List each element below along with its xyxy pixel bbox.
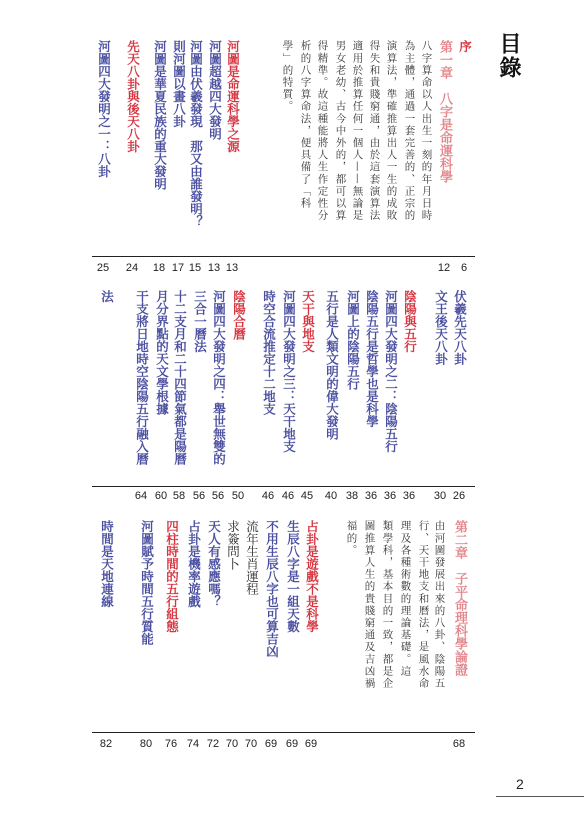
toc-entry-page-number: 36 <box>383 490 397 502</box>
toc-entry-page-number: 69 <box>264 738 278 750</box>
chapter-summary-line: 類學科，基本目的一致，都是企 <box>381 520 394 690</box>
toc-entry-title[interactable]: 則河圖以畫八卦 <box>171 40 187 128</box>
toc-entry-page-number: 74 <box>186 738 200 750</box>
toc-entry-title[interactable]: 流年生肖運程 <box>244 520 260 595</box>
toc-entry-title[interactable]: 三合一曆法 <box>192 290 208 353</box>
toc-entry-title[interactable]: 四柱時間的五行組態 <box>164 520 180 633</box>
toc-entry-page-number: 82 <box>99 738 113 750</box>
toc-entry-page-number: 80 <box>139 738 153 750</box>
toc-entry-title[interactable]: 河圖賦予時間五行質能 <box>139 520 155 645</box>
toc-entry-title[interactable]: 陰陽合曆 <box>231 290 247 340</box>
chapter-summary-line: 學」的特質。 <box>281 40 294 113</box>
toc-entry-title[interactable]: 時間是天地連線 <box>99 520 115 608</box>
chapter-summary-line: 福的。 <box>345 520 358 557</box>
toc-entry-page-number: 12 <box>437 262 451 274</box>
toc-entry-title[interactable]: 天人有感應嗎？ <box>206 520 222 608</box>
chapter-summary-line: 圖推算人生的貴賤窮通及吉凶禍 <box>363 520 376 690</box>
chapter-summary-line: 演算法，準確推算出人一生的成敗 <box>385 40 398 222</box>
toc-entry-page-number: 17 <box>171 262 185 274</box>
toc-entry-page-number: 46 <box>281 490 295 502</box>
chapter-summary-line: 得精準。故這種能將人生作定性分 <box>316 40 329 222</box>
toc-entry-title[interactable]: 月分界點的天文學根據 <box>154 290 170 415</box>
toc-entry-page-number: 60 <box>154 490 168 502</box>
toc-entry-title[interactable]: 河圖四大發明之四：舉世無雙的 <box>211 290 227 465</box>
toc-entry-page-number: 56 <box>211 490 225 502</box>
toc-entry-page-number: 76 <box>164 738 178 750</box>
toc-entry-title[interactable]: 不用生辰八字也可算吉凶 <box>264 520 280 658</box>
chapter-summary-line: 男女老幼、古今中外的，都可以算 <box>334 40 347 222</box>
toc-entry-title[interactable]: 先天八卦與後天八卦 <box>125 40 141 153</box>
toc-entry-title[interactable]: 河圖四大發明之三：天干地支 <box>281 290 297 453</box>
page-number-rule <box>496 796 584 797</box>
toc-entry-page-number: 36 <box>402 490 416 502</box>
toc-entry-page-number: 50 <box>231 490 245 502</box>
toc-entry-title[interactable]: 干支將日地時空陰陽五行融入曆 <box>134 290 150 465</box>
section-divider-rule <box>92 732 475 733</box>
chapter-summary-line: 適用於推算任何一個人——無論是 <box>351 40 364 222</box>
toc-entry-page-number: 36 <box>364 490 378 502</box>
toc-entry-page-number: 15 <box>188 262 202 274</box>
toc-entry-page-number: 40 <box>324 490 338 502</box>
chapter-summary-line: 析的八字算命法，便具備了「科 <box>299 40 312 210</box>
toc-entry-title[interactable]: 河圖由伏羲發現 那又由誰發明？ <box>188 40 204 228</box>
toc-entry-title[interactable]: 河圖是華夏民族的重大發明 <box>152 40 168 190</box>
toc-entry-page-number: 6 <box>460 262 468 274</box>
toc-entry-title[interactable]: 天干與地支 <box>300 290 316 353</box>
section-divider-rule <box>92 486 475 487</box>
toc-entry-page-number: 18 <box>152 262 166 274</box>
chapter-summary-line: 為主體，通過一套完善的、正宗的 <box>403 40 416 222</box>
toc-entry-page-number: 38 <box>345 490 359 502</box>
toc-entry-page-number: 30 <box>433 490 447 502</box>
toc-entry-page-number: 13 <box>225 262 239 274</box>
chapter-summary-line: 八字算命以人出生一刻的年月日時 <box>420 40 433 222</box>
toc-entry-page-number: 24 <box>125 262 139 274</box>
toc-entry-title[interactable]: 伏羲先天八卦 <box>452 290 468 365</box>
page-number: 2 <box>516 776 524 792</box>
chapter-summary-line: 理及各種術數的理論基礎。這 <box>399 520 412 678</box>
chapter-summary-line: 由河圖發展出來的八卦、陰陽五 <box>433 520 446 690</box>
chapter-summary-line: 得失和貴賤窮通，由於這套演算法 <box>368 40 381 222</box>
toc-entry-page-number: 72 <box>206 738 220 750</box>
toc-entry-page-number: 45 <box>300 490 314 502</box>
toc-entry-title[interactable]: 五行是人類文明的偉大發明 <box>324 290 340 440</box>
toc-entry-title[interactable]: 十二支月和二十四節氣都是陽曆 <box>172 290 188 465</box>
toc-entry-title[interactable]: 求簽問卜 <box>225 520 241 570</box>
toc-entry-title[interactable]: 生辰八字是一組天數 <box>285 520 301 633</box>
toc-entry-page-number: 69 <box>304 738 318 750</box>
toc-entry-page-number: 68 <box>452 738 466 750</box>
toc-entry-title[interactable]: 河圖四大發明之二：陰陽五行 <box>383 290 399 453</box>
toc-entry-title[interactable]: 陰陽與五行 <box>402 290 418 353</box>
toc-entry-title[interactable]: 法 <box>99 290 115 303</box>
toc-entry-page-number: 64 <box>134 490 148 502</box>
toc-entry-title[interactable]: 文王後天八卦 <box>433 290 449 365</box>
toc-entry-page-number: 56 <box>192 490 206 502</box>
toc-entry-title[interactable]: 河圖超越四大發明 <box>207 40 223 140</box>
toc-entry-title[interactable]: 第一章 八字是命運科學 <box>437 40 452 183</box>
toc-entry-title[interactable]: 河圖是命運科學之源 <box>225 40 241 153</box>
toc-entry-page-number: 70 <box>244 738 258 750</box>
toc-entry-title[interactable]: 占卦是遊戲不是科學 <box>304 520 320 633</box>
toc-entry-title[interactable]: 河圖上的陰陽五行 <box>345 290 361 390</box>
toc-entry-page-number: 25 <box>96 262 110 274</box>
toc-entry-page-number: 70 <box>225 738 239 750</box>
toc-entry-title[interactable]: 時空合流推定十二地支 <box>261 290 277 415</box>
toc-entry-page-number: 46 <box>261 490 275 502</box>
toc-entry-title[interactable]: 陰陽五行是哲學也是科學 <box>364 290 380 428</box>
page-title: 目錄 <box>496 32 521 80</box>
toc-entry-page-number: 69 <box>285 738 299 750</box>
chapter-summary-line: 行、天干地支和曆法，是風水命 <box>417 520 430 690</box>
toc-entry-page-number: 26 <box>452 490 466 502</box>
toc-entry-page-number: 13 <box>207 262 221 274</box>
toc-entry-title[interactable]: 第二章 子平命理科學論證 <box>452 520 467 676</box>
toc-entry-page-number: 58 <box>172 490 186 502</box>
toc-entry-title[interactable]: 占卦是機率遊戲 <box>186 520 202 608</box>
toc-entry-title[interactable]: 序 <box>457 40 473 53</box>
toc-entry-title[interactable]: 河圖四大發明之一：八卦 <box>96 40 112 178</box>
section-divider-rule <box>92 256 475 257</box>
